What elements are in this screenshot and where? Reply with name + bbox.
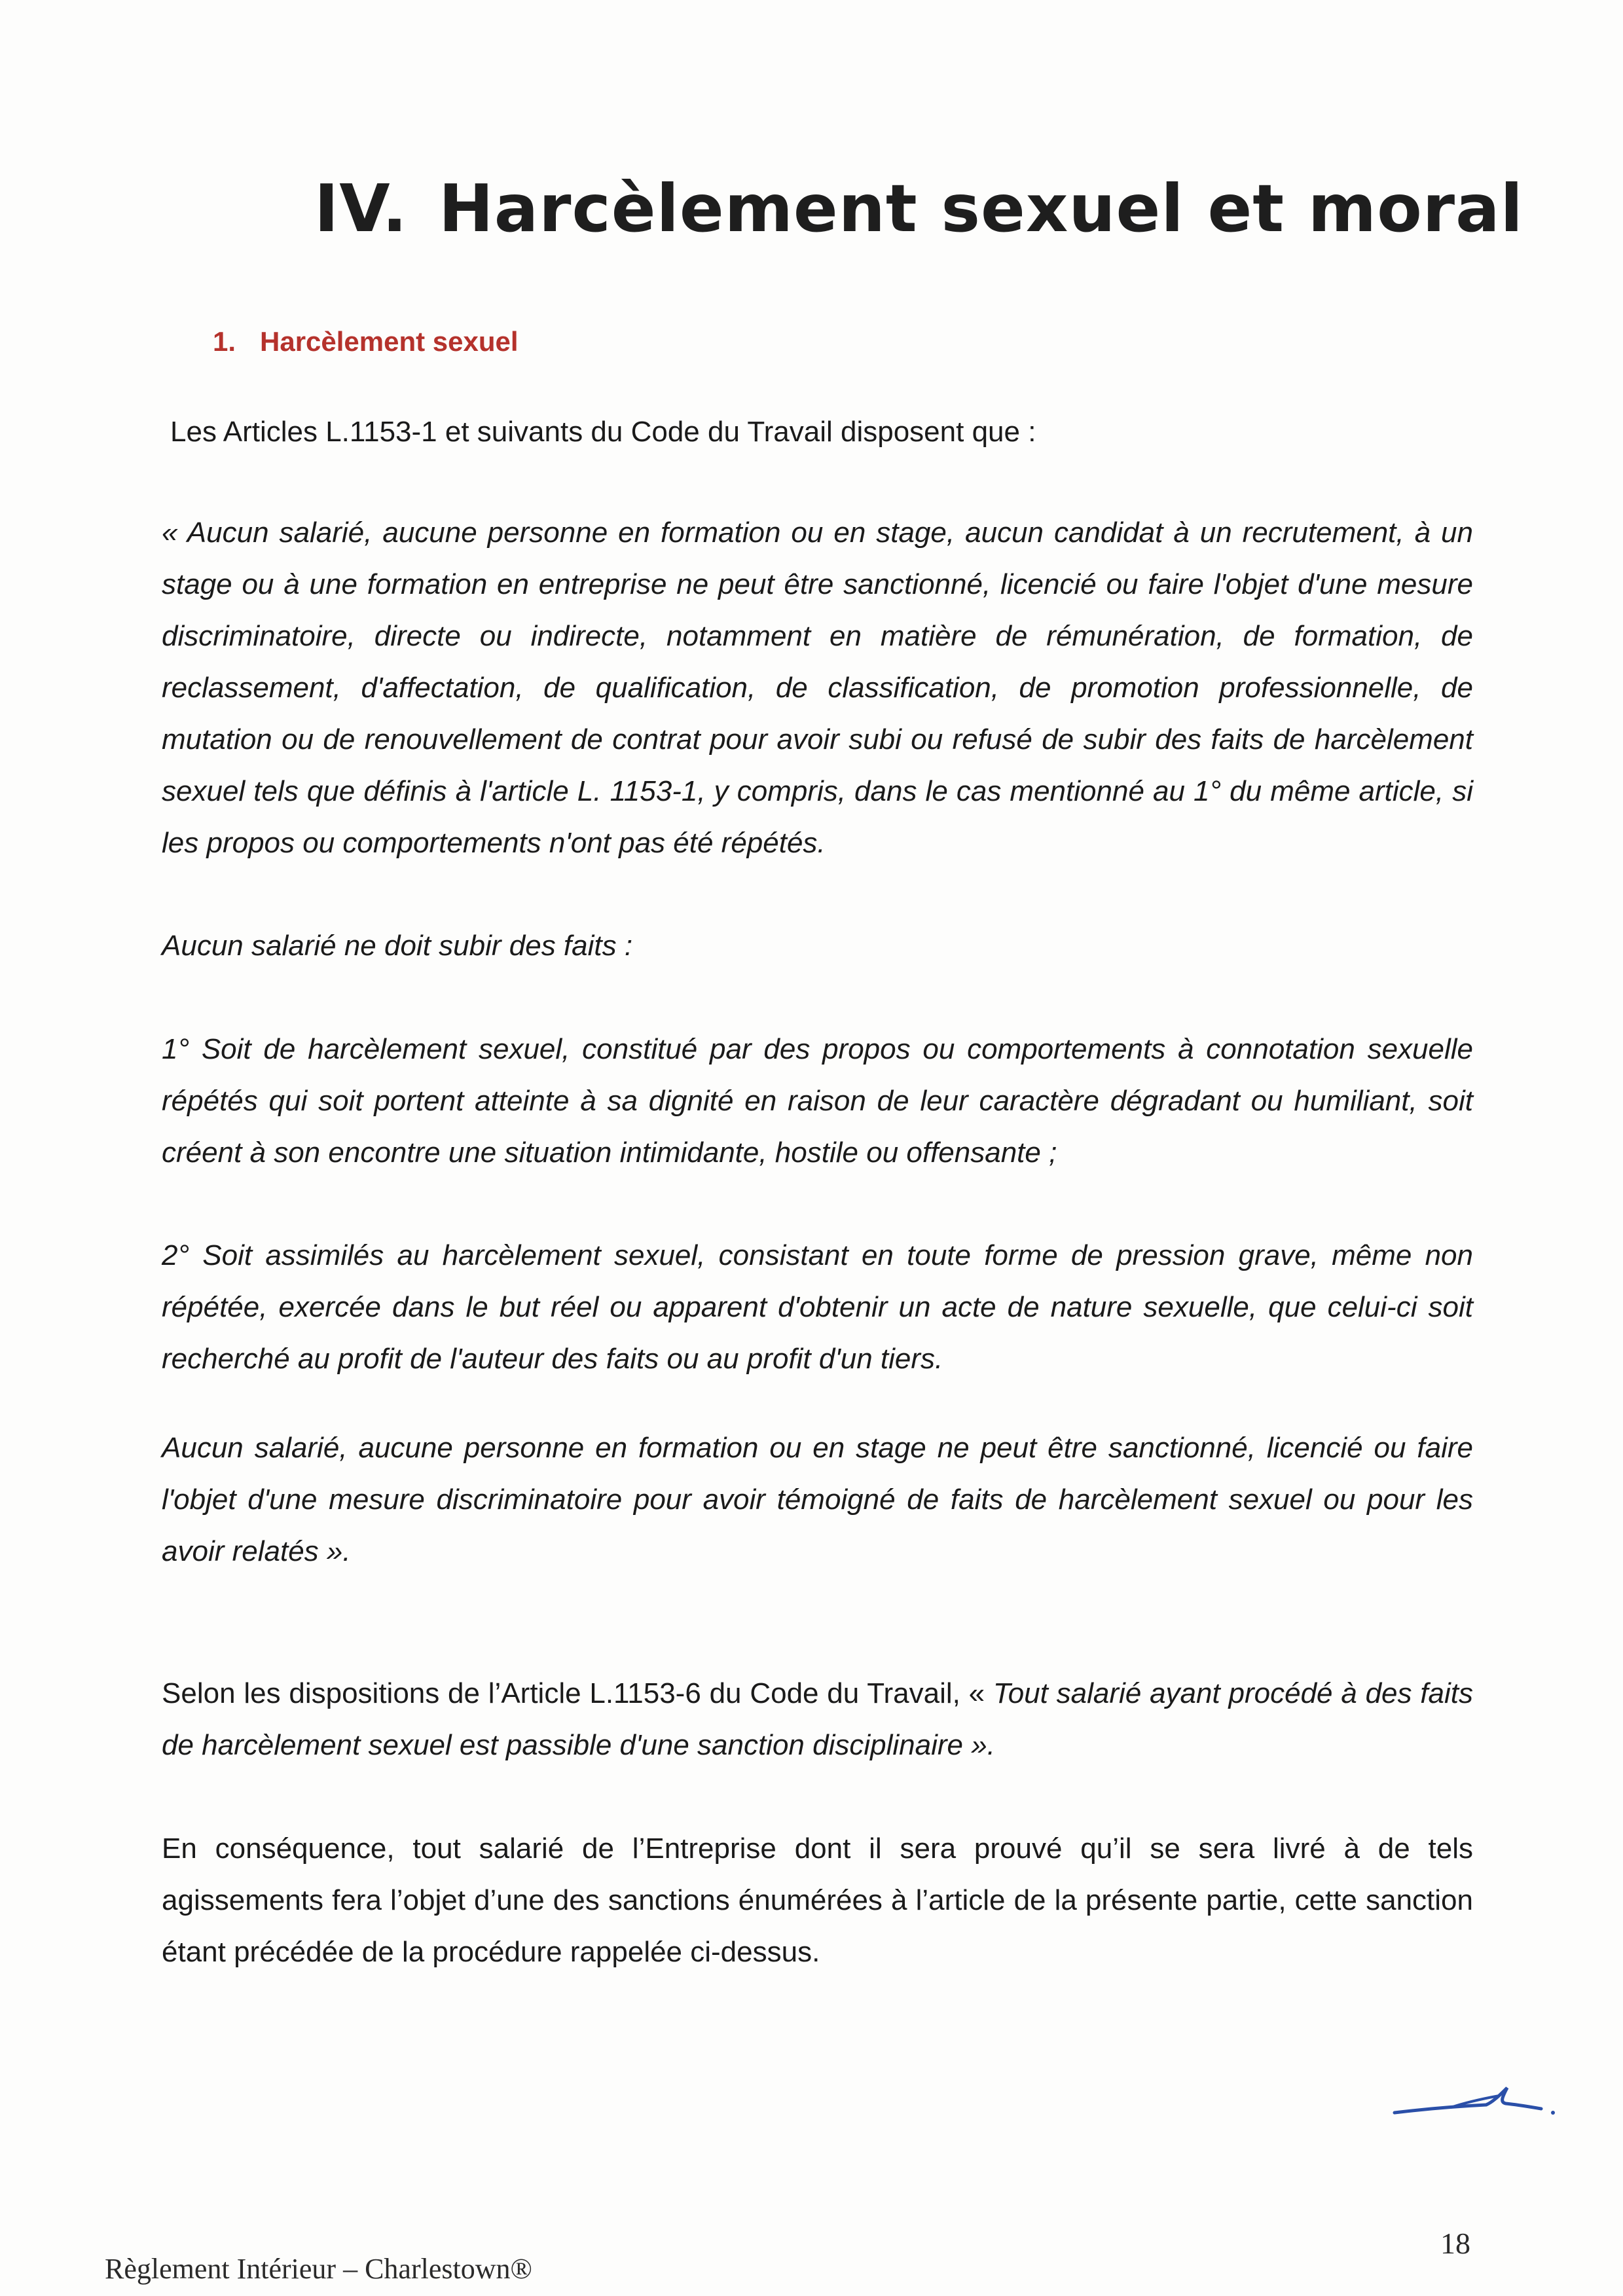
section-number: 1. [213, 326, 236, 357]
selon-paragraph [162, 1667, 1473, 1771]
footer-title: Règlement Intérieur – Charlestown® [105, 2253, 532, 2285]
quote-paragraph-5: Aucun salarié, aucune personne en formation ou en stage ne peut être sanctionné, licencié ou faire l'objet d'une mesure discriminatoire pour avoir témoigné de faits de harcèlement sexuel ou pour les avoir relatés ». [162, 1432, 1473, 1567]
section-title-text: Harcèlement sexuel [260, 326, 519, 357]
selon-prefix: Selon les dispositions de l’Article L.1153-6 du Code du Travail, « [162, 1677, 993, 1709]
chapter-title-text: Harcèlement sexuel et moral [439, 170, 1523, 247]
page-number: 18 [1440, 2227, 1470, 2260]
quote-paragraph-2: Aucun salarié ne doit subir des faits : [162, 930, 633, 962]
quote-paragraph-4: 2° Soit assimilés au harcèlement sexuel, consistant en toute forme de pression grave, même non répétée, exercée dans le but réel ou apparent d'obtenir un acte de nature sexuelle, que celui-ci soit recherché au profit de l'auteur des faits ou au profit d'un tiers. [162, 1239, 1473, 1375]
signature-mark [1388, 2066, 1558, 2124]
quote-paragraph-1: « Aucun salarié, aucune personne en formation ou en stage, aucun candidat à un recrutement, à un stage ou à une formation en entreprise ne peut être sanctionné, licencié ou faire l'objet d'une mesure discriminatoire, directe ou indirecte, notamment en matière de rémunération, de formation, de reclassement, d'affectation, de qualification, de classification, de promotion professionnelle, de mutation ou de renouvellement de contrat pour avoir subi ou refusé de subir des faits de harcèlement sexuel tels que définis à l'article L. 1153-1, y compris, dans le cas mentionné au 1° du même article, si les propos ou comportements n'ont pas été répétés. [162, 517, 1473, 859]
chapter-title [314, 170, 1523, 247]
consequence-paragraph: En conséquence, tout salarié de l’Entreprise dont il sera prouvé qu’il se sera livré à de tels agissements fera l’objet d’une des sanctions énumérées à l’article de la présente partie, cette sanction étant précédée de la procédure rappelée ci-dessus. [162, 1832, 1473, 1968]
selon-quote: Tout salarié ayant procédé à des faits de harcèlement sexuel est passible d'une sanction disciplinaire ». [162, 1677, 1473, 1761]
quote-paragraph-3: 1° Soit de harcèlement sexuel, constitué par des propos ou comportements à connotation sexuelle répétés qui soit portent atteinte à sa dignité en raison de leur caractère dégradant ou humiliant, soit créent à son encontre une situation intimidante, hostile ou offensante ; [162, 1033, 1473, 1169]
chapter-number: IV. [314, 170, 408, 247]
section-heading [213, 326, 519, 357]
intro-paragraph: Les Articles L.1153-1 et suivants du Code du Travail disposent que : [170, 416, 1036, 448]
